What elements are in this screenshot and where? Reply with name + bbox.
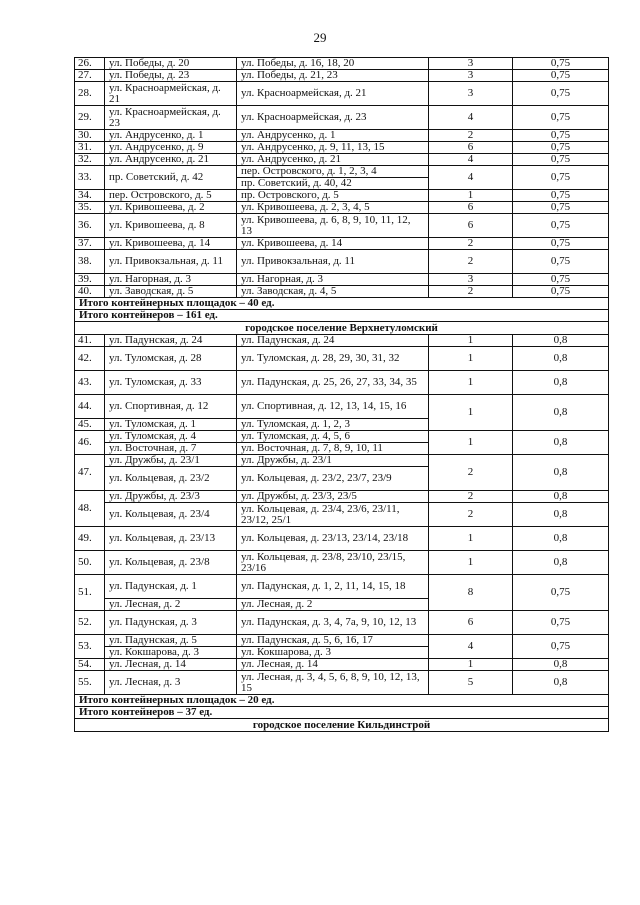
table-row <box>75 82 609 106</box>
total-text: Итого контейнерных площадок – 20 ед. <box>75 695 609 707</box>
table-row <box>75 58 609 70</box>
container-sites-table <box>74 57 609 732</box>
container-volume: 0,8 <box>513 347 609 371</box>
served-buildings: ул. Падунская, д. 25, 26, 27, 33, 34, 35 <box>237 371 429 395</box>
row-number: 32. <box>75 154 105 166</box>
site-address: ул. Туломская, д. 4 <box>105 431 237 443</box>
row-number: 28. <box>75 82 105 106</box>
container-volume: 0,8 <box>513 659 609 671</box>
row-number: 44. <box>75 395 105 419</box>
row-number: 35. <box>75 202 105 214</box>
site-address: ул. Кокшарова, д. 3 <box>105 647 237 659</box>
site-address: ул. Андрусенко, д. 1 <box>105 130 237 142</box>
container-count: 2 <box>429 491 513 503</box>
served-buildings: ул. Кольцевая, д. 23/8, 23/10, 23/15, 23/16 <box>237 551 429 575</box>
container-volume: 0,75 <box>513 82 609 106</box>
site-address: ул. Кольцевая, д. 23/2 <box>105 467 237 491</box>
row-number: 33. <box>75 166 105 190</box>
served-buildings: ул. Красноармейская, д. 23 <box>237 106 429 130</box>
table-row <box>75 166 609 178</box>
row-number: 45. <box>75 419 105 431</box>
total-row <box>75 298 609 310</box>
container-volume: 0,75 <box>513 70 609 82</box>
container-volume: 0,8 <box>513 335 609 347</box>
table-body <box>75 58 609 732</box>
section-title: городское поселение Кильдинстрой <box>75 719 609 732</box>
served-buildings: пр. Островского, д. 5 <box>237 190 429 202</box>
row-number: 47. <box>75 455 105 491</box>
container-count: 1 <box>429 551 513 575</box>
row-number: 26. <box>75 58 105 70</box>
container-count: 2 <box>429 503 513 527</box>
served-buildings: пр. Советский, д. 40, 42 <box>237 178 429 190</box>
container-volume: 0,8 <box>513 371 609 395</box>
container-volume: 0,75 <box>513 214 609 238</box>
site-address: ул. Лесная, д. 2 <box>105 599 237 611</box>
container-count: 8 <box>429 575 513 611</box>
container-volume: 0,75 <box>513 274 609 286</box>
site-address: ул. Победы, д. 20 <box>105 58 237 70</box>
container-volume: 0,75 <box>513 635 609 659</box>
served-buildings: ул. Кокшарова, д. 3 <box>237 647 429 659</box>
table-row <box>75 491 609 503</box>
row-number: 29. <box>75 106 105 130</box>
row-number: 27. <box>75 70 105 82</box>
row-number: 43. <box>75 371 105 395</box>
table-row <box>75 106 609 130</box>
served-buildings: ул. Кольцевая, д. 23/4, 23/6, 23/11, 23/12, 25/1 <box>237 503 429 527</box>
table-row <box>75 202 609 214</box>
row-number: 38. <box>75 250 105 274</box>
row-number: 51. <box>75 575 105 611</box>
served-buildings: пер. Островского, д. 1, 2, 3, 4 <box>237 166 429 178</box>
section-row <box>75 322 609 335</box>
site-address: ул. Дружбы, д. 23/3 <box>105 491 237 503</box>
total-row <box>75 707 609 719</box>
container-count: 3 <box>429 274 513 286</box>
row-number: 53. <box>75 635 105 659</box>
served-buildings: ул. Падунская, д. 1, 2, 11, 14, 15, 18 <box>237 575 429 599</box>
section-title: городское поселение Верхнетуломский <box>75 322 609 335</box>
container-volume: 0,8 <box>513 491 609 503</box>
site-address: ул. Падунская, д. 1 <box>105 575 237 599</box>
container-volume: 0,8 <box>513 551 609 575</box>
site-address: пр. Советский, д. 42 <box>105 166 237 190</box>
table-row <box>75 154 609 166</box>
container-volume: 0,75 <box>513 106 609 130</box>
served-buildings: ул. Кривошеева, д. 2, 3, 4, 5 <box>237 202 429 214</box>
site-address: ул. Падунская, д. 5 <box>105 635 237 647</box>
row-number: 40. <box>75 286 105 298</box>
container-volume: 0,75 <box>513 142 609 154</box>
site-address: ул. Туломская, д. 28 <box>105 347 237 371</box>
row-number: 30. <box>75 130 105 142</box>
container-count: 6 <box>429 611 513 635</box>
table-row <box>75 611 609 635</box>
site-address: пер. Островского, д. 5 <box>105 190 237 202</box>
served-buildings: ул. Дружбы, д. 23/1 <box>237 455 429 467</box>
site-address: ул. Падунская, д. 24 <box>105 335 237 347</box>
row-number: 52. <box>75 611 105 635</box>
table-row <box>75 238 609 250</box>
container-count: 1 <box>429 659 513 671</box>
table-row <box>75 274 609 286</box>
served-buildings: ул. Кольцевая, д. 23/2, 23/7, 23/9 <box>237 467 429 491</box>
site-address: ул. Андрусенко, д. 21 <box>105 154 237 166</box>
site-address: ул. Привокзальная, д. 11 <box>105 250 237 274</box>
row-number: 41. <box>75 335 105 347</box>
container-count: 4 <box>429 166 513 190</box>
container-volume: 0,8 <box>513 395 609 431</box>
row-number: 39. <box>75 274 105 286</box>
site-address: ул. Спортивная, д. 12 <box>105 395 237 419</box>
container-count: 5 <box>429 671 513 695</box>
site-address: ул. Кривошеева, д. 2 <box>105 202 237 214</box>
container-volume: 0,75 <box>513 190 609 202</box>
table-row <box>75 551 609 575</box>
served-buildings: ул. Туломская, д. 28, 29, 30, 31, 32 <box>237 347 429 371</box>
container-count: 3 <box>429 82 513 106</box>
row-number: 55. <box>75 671 105 695</box>
row-number: 37. <box>75 238 105 250</box>
container-count: 1 <box>429 335 513 347</box>
served-buildings: ул. Привокзальная, д. 11 <box>237 250 429 274</box>
row-number: 50. <box>75 551 105 575</box>
served-buildings: ул. Падунская, д. 5, 6, 16, 17 <box>237 635 429 647</box>
row-number: 54. <box>75 659 105 671</box>
container-volume: 0,75 <box>513 130 609 142</box>
row-number: 46. <box>75 431 105 455</box>
served-buildings: ул. Кольцевая, д. 23/13, 23/14, 23/18 <box>237 527 429 551</box>
container-volume: 0,8 <box>513 431 609 455</box>
table-row <box>75 371 609 395</box>
site-address: ул. Лесная, д. 14 <box>105 659 237 671</box>
table-row <box>75 527 609 551</box>
site-address: ул. Кольцевая, д. 23/8 <box>105 551 237 575</box>
table-row <box>75 395 609 419</box>
container-count: 2 <box>429 250 513 274</box>
container-count: 3 <box>429 58 513 70</box>
table-row <box>75 335 609 347</box>
served-buildings: ул. Кривошеева, д. 14 <box>237 238 429 250</box>
served-buildings: ул. Победы, д. 21, 23 <box>237 70 429 82</box>
container-count: 4 <box>429 106 513 130</box>
container-count: 4 <box>429 154 513 166</box>
container-count: 1 <box>429 395 513 431</box>
container-count: 2 <box>429 455 513 491</box>
total-text: Итого контейнеров – 161 ед. <box>75 310 609 322</box>
table-row <box>75 671 609 695</box>
served-buildings: ул. Андрусенко, д. 9, 11, 13, 15 <box>237 142 429 154</box>
container-count: 2 <box>429 286 513 298</box>
served-buildings: ул. Дружбы, д. 23/3, 23/5 <box>237 491 429 503</box>
container-count: 1 <box>429 347 513 371</box>
served-buildings: ул. Восточная, д. 7, 8, 9, 10, 11 <box>237 443 429 455</box>
row-number: 49. <box>75 527 105 551</box>
container-count: 6 <box>429 214 513 238</box>
total-text: Итого контейнерных площадок – 40 ед. <box>75 298 609 310</box>
container-count: 6 <box>429 142 513 154</box>
table-row <box>75 70 609 82</box>
container-volume: 0,75 <box>513 238 609 250</box>
site-address: ул. Кривошеева, д. 8 <box>105 214 237 238</box>
served-buildings: ул. Красноармейская, д. 21 <box>237 82 429 106</box>
served-buildings: ул. Туломская, д. 4, 5, 6 <box>237 431 429 443</box>
container-volume: 0,75 <box>513 166 609 190</box>
container-count: 1 <box>429 527 513 551</box>
total-row <box>75 695 609 707</box>
container-volume: 0,8 <box>513 527 609 551</box>
container-count: 2 <box>429 130 513 142</box>
served-buildings: ул. Победы, д. 16, 18, 20 <box>237 58 429 70</box>
table-row <box>75 431 609 443</box>
site-address: ул. Кривошеева, д. 14 <box>105 238 237 250</box>
site-address: ул. Падунская, д. 3 <box>105 611 237 635</box>
container-count: 6 <box>429 202 513 214</box>
container-count: 3 <box>429 70 513 82</box>
site-address: ул. Туломская, д. 1 <box>105 419 237 431</box>
served-buildings: ул. Спортивная, д. 12, 13, 14, 15, 16 <box>237 395 429 419</box>
table-row <box>75 659 609 671</box>
table-row <box>75 286 609 298</box>
container-volume: 0,8 <box>513 503 609 527</box>
table-row <box>75 455 609 467</box>
site-address: ул. Лесная, д. 3 <box>105 671 237 695</box>
site-address: ул. Нагорная, д. 3 <box>105 274 237 286</box>
row-number: 34. <box>75 190 105 202</box>
site-address: ул. Красноармейская, д. 23 <box>105 106 237 130</box>
table-row <box>75 635 609 647</box>
row-number: 36. <box>75 214 105 238</box>
page-number: 29 <box>313 30 327 45</box>
container-volume: 0,75 <box>513 154 609 166</box>
site-address: ул. Заводская, д. 5 <box>105 286 237 298</box>
row-number: 31. <box>75 142 105 154</box>
section-row <box>75 719 609 732</box>
table-row <box>75 214 609 238</box>
table-row <box>75 190 609 202</box>
table-row <box>75 250 609 274</box>
container-volume: 0,8 <box>513 455 609 491</box>
container-volume: 0,75 <box>513 250 609 274</box>
container-volume: 0,75 <box>513 202 609 214</box>
table-row <box>75 347 609 371</box>
site-address: ул. Андрусенко, д. 9 <box>105 142 237 154</box>
site-address: ул. Восточная, д. 7 <box>105 443 237 455</box>
container-volume: 0,75 <box>513 611 609 635</box>
container-count: 1 <box>429 190 513 202</box>
total-text: Итого контейнеров – 37 ед. <box>75 707 609 719</box>
served-buildings: ул. Падунская, д. 3, 4, 7а, 9, 10, 12, 13 <box>237 611 429 635</box>
served-buildings: ул. Кривошеева, д. 6, 8, 9, 10, 11, 12, 13 <box>237 214 429 238</box>
container-count: 4 <box>429 635 513 659</box>
served-buildings: ул. Нагорная, д. 3 <box>237 274 429 286</box>
served-buildings: ул. Лесная, д. 14 <box>237 659 429 671</box>
container-volume: 0,75 <box>513 575 609 611</box>
container-count: 2 <box>429 238 513 250</box>
site-address: ул. Дружбы, д. 23/1 <box>105 455 237 467</box>
container-volume: 0,75 <box>513 286 609 298</box>
served-buildings: ул. Туломская, д. 1, 2, 3 <box>237 419 429 431</box>
served-buildings: ул. Лесная, д. 2 <box>237 599 429 611</box>
row-number: 42. <box>75 347 105 371</box>
served-buildings: ул. Падунская, д. 24 <box>237 335 429 347</box>
total-row <box>75 310 609 322</box>
site-address: ул. Красноармейская, д. 21 <box>105 82 237 106</box>
container-count: 1 <box>429 431 513 455</box>
container-volume: 0,8 <box>513 671 609 695</box>
site-address: ул. Туломская, д. 33 <box>105 371 237 395</box>
table-row <box>75 575 609 599</box>
table-row <box>75 503 609 527</box>
served-buildings: ул. Лесная, д. 3, 4, 5, 6, 8, 9, 10, 12, 13, 15 <box>237 671 429 695</box>
table-row <box>75 130 609 142</box>
container-count: 1 <box>429 371 513 395</box>
container-volume: 0,75 <box>513 58 609 70</box>
served-buildings: ул. Заводская, д. 4, 5 <box>237 286 429 298</box>
row-number: 48. <box>75 491 105 527</box>
served-buildings: ул. Андрусенко, д. 1 <box>237 130 429 142</box>
site-address: ул. Кольцевая, д. 23/13 <box>105 527 237 551</box>
site-address: ул. Победы, д. 23 <box>105 70 237 82</box>
table-row <box>75 142 609 154</box>
site-address: ул. Кольцевая, д. 23/4 <box>105 503 237 527</box>
served-buildings: ул. Андрусенко, д. 21 <box>237 154 429 166</box>
